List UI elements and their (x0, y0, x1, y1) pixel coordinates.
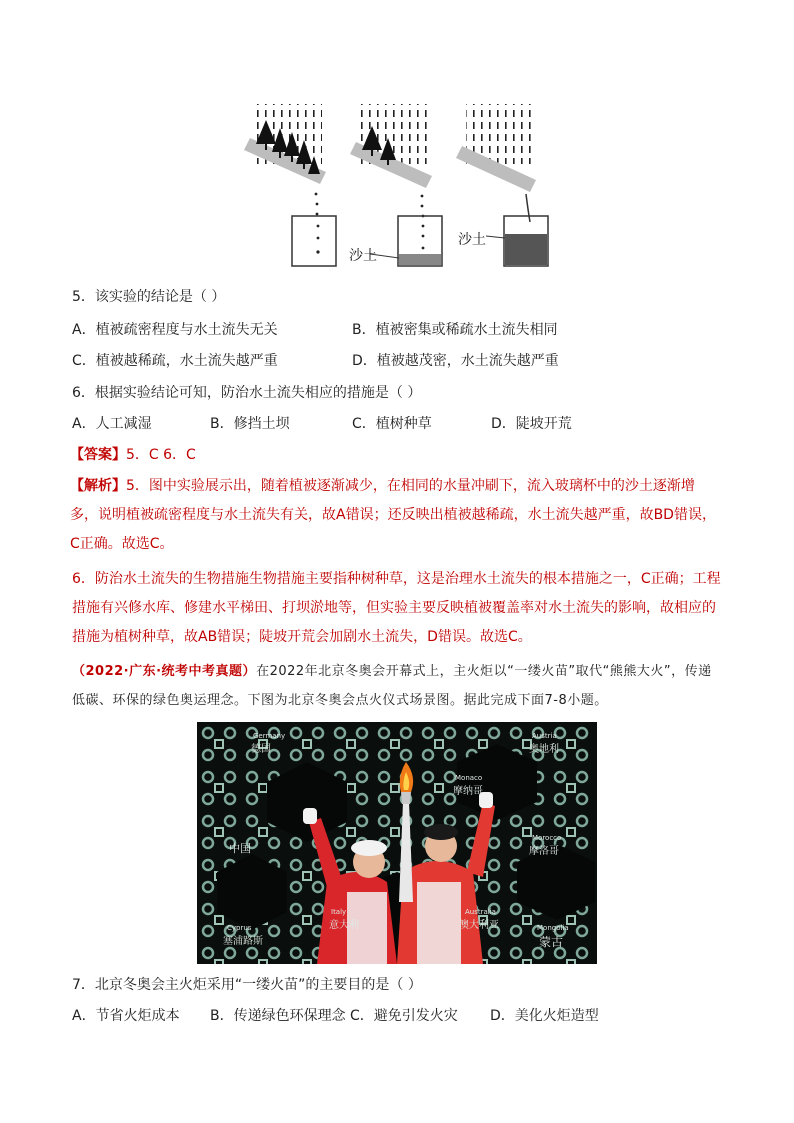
answer-text: 5．C 6．C (126, 447, 196, 463)
q6-option-a: A．人工减湿 (72, 416, 152, 432)
q5-option-a: A．植被疏密程度与水土流失无关 (72, 322, 278, 338)
label-germany-en: Germany (253, 732, 286, 740)
sand-label-3: 沙土 (458, 232, 486, 248)
q5-option-b: B．植被密集或稀疏水土流失相同 (352, 322, 558, 338)
q5-option-d: D．植被越茂密，水土流失越严重 (352, 353, 559, 369)
label-cyprus-en: Cyprus (227, 924, 252, 932)
q6-option-d: D．陡坡开荒 (491, 416, 572, 432)
q5-option-c: C．植被越稀疏，水土流失越严重 (72, 353, 278, 369)
label-morocco-en: Morocco (532, 834, 562, 842)
sand-label-2: 沙土 (349, 248, 377, 264)
analysis-paragraph-2: 6．防治水土流失的生物措施生物措施主要指种树种草，这是治理水土流失的根本措施之一，C正确；工程措施有兴修水库、修建水平梯田、打坝淤地等，但实验主要反映植被覆盖率对水土流失的影响，故相应的措施为植树种草，故AB错误；陡坡开荒会加剧水土流失，D错误。故选C。 (72, 571, 721, 645)
answer-tag: 【答案】 (70, 447, 126, 463)
torch-lighting-photo (197, 722, 597, 964)
label-cyprus-zh: 塞浦路斯 (223, 936, 263, 947)
label-morocco-zh: 摩洛哥 (529, 846, 559, 857)
label-italy-zh: 意大利 (329, 920, 359, 931)
panel-dense-vegetation (244, 104, 336, 266)
label-monaco-zh: 摩纳哥 (453, 786, 483, 797)
q7-stem: 7．北京冬奥会主火炬采用“一缕火苗”的主要目的是（ ） (72, 977, 422, 993)
analysis-tag: 【解析】 (70, 478, 126, 494)
erosion-experiment-figure (230, 98, 550, 273)
label-australia-en: Australia (465, 908, 496, 916)
panel-sparse-vegetation (350, 104, 442, 266)
analysis-paragraph-1 (70, 472, 722, 559)
question-intro-text: 在2022年北京冬奥会开幕式上，主火炬以“一缕火苗”取代“熊熊大火”，传递低碳、环保的绿色奥运理念。下图为北京冬奥会点火仪式场景图。据此完成下面7-8小题。 (72, 664, 712, 708)
label-china-zh: 中国 (229, 842, 251, 855)
label-mongolia-en: Mongolia (537, 924, 569, 932)
label-italy-en: Italy (331, 908, 347, 916)
q5-stem: 5．该实验的结论是（ ） (72, 289, 226, 305)
question-source: （2022·广东·统考中考真题） (72, 664, 257, 679)
label-austria-en: Austria (532, 732, 557, 740)
answer-line (70, 445, 196, 465)
label-monaco-en: Monaco (455, 774, 483, 782)
q7-option-b: B．传递绿色环保理念 (210, 1008, 346, 1024)
q7-option-a: A．节省火炬成本 (72, 1008, 180, 1024)
label-austria-zh: 奥地利 (529, 744, 559, 755)
q7-option-c: C．避免引发火灾 (350, 1008, 458, 1024)
q6-stem: 6．根据实验结论可知，防治水土流失相应的措施是（ ） (72, 385, 422, 401)
q6-option-c: C．植树种草 (352, 416, 432, 432)
q7-option-d: D．美化火炬造型 (490, 1008, 599, 1024)
question-intro (72, 657, 722, 715)
analysis-text-1: 5．图中实验展示出，随着植被逐渐减少，在相同的水量冲刷下，流入玻璃杯中的沙土逐渐增多，说明植被疏密程度与水土流失有关，故A错误；还反映出植被越稀疏，水土流失越严重，故BD错误，C正确。故选C。 (70, 478, 716, 552)
label-australia-zh: 澳大利亚 (459, 920, 499, 931)
q6-option-b: B．修挡土坝 (210, 416, 290, 432)
label-germany-zh: 德国 (251, 744, 271, 755)
label-mongolia-zh: 蒙古 (539, 935, 564, 949)
